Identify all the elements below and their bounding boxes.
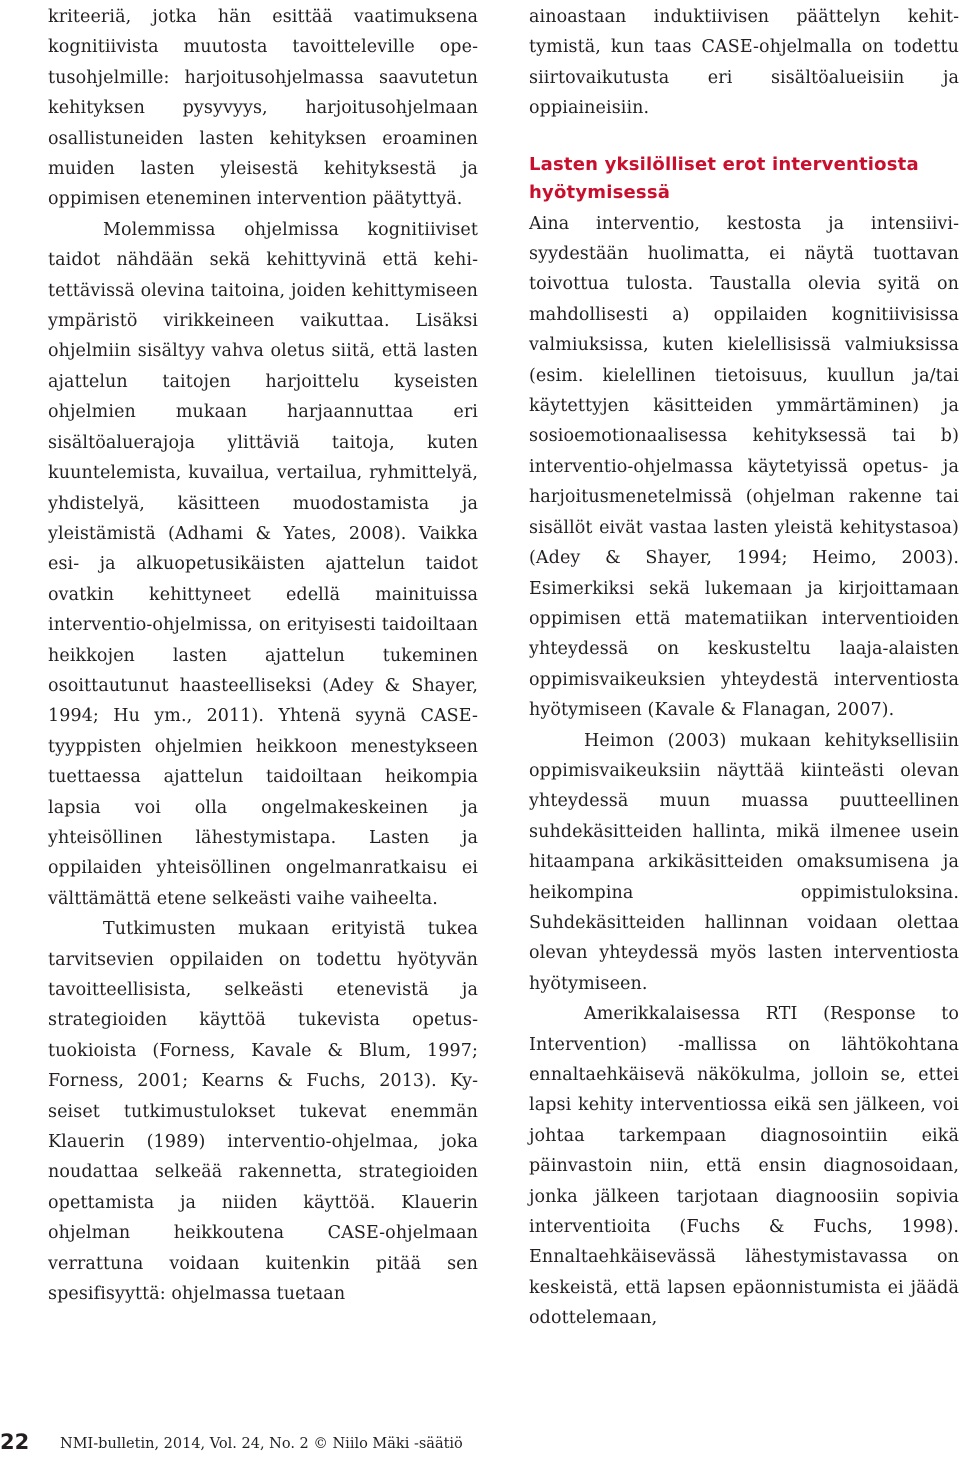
left-column [48,2,478,1309]
page-footer [0,1428,960,1468]
section-spacer [529,124,959,151]
page-number: 22 [0,1430,30,1454]
paragraph-heimo: Heimon (2003) mukaan kehityksellisiin oppimisvaikeuksiin näyttää kiinteästi olevan yhteydessä muun muassa puutteellinen suhdekäsitteiden hallinta, mikä ilmenee usein hitaampana arkikäsitteiden omaksumisena ja heikompina oppimistuloksina. Suhdekäsitteiden hallinnan voidaan olettaa olevan yhteydessä myös lasten interventiosta hyötymiseen. [529,730,959,994]
journal-citation: NMI-bulletin, 2014, Vol. 24, No. 2 © Niilo Mäki -säätiö [60,1436,463,1452]
paragraph-cognitive-skills: Molemmissa ohjelmissa kognitiiviset taidot nähdään sekä kehittyvinä että kehitettävissä olevina taitoina, joiden kehittymiseen ympäristö virikkeineen vaikuttaa. Lisäksi ohjelmiin sisältyy vahva oletus siitä, että lasten ajattelun taitojen harjoittelu kyseisten ohjelmien mukaan harjaannuttaa eri sisältöaluerajoja ylittäviä taitoja, kuten kuuntelemista, kuvailua, vertailua, ryhmittelyä, yhdistelyä, käsitteen muodostamista ja yleistämistä (Adhami & Yates, 2008). Vaikka esi- ja alkuopetusikäisten ajattelun taidot ovatkin kehittyneet edellä mainituissa interventio-ohjelmissa, on erityisesti taidoiltaan heikkojen lasten ajattelun tukeminen osoittautunut haasteelliseksi (Adey & Shayer, 1994; Hu ym., 2011). Yhtenä syynä CASE-tyyppisten ohjelmien heikkoon menestykseen tuettaessa ajattelun taidoiltaan heikompia lapsia voi olla ongelmakeskeinen ja yhteisöllinen lähestymistapa. Lasten ja oppilaiden yhteisöllinen ongelmanratkaisu ei välttämättä etene selkeästi vaihe vaiheelta. [48,219,478,909]
paragraph-continued: kriteeriä, jotka hän esittää vaatimuksena kognitiivista muutosta tavoitteleville opetusohjelmille: harjoitusohjelmassa saavutetun kehityksen pysyvyys, harjoitusohjelmaan osallistuneiden lasten kehityksen eroaminen muiden lasten yleisestä kehityksestä ja oppimisen eteneminen intervention päätyttyä. [48,7,478,210]
paragraph-case-transfer: ainoastaan induktiivisen päättelyn kehittymistä, kun taas CASE-ohjelmalla on todettu siirtovaikutusta eri sisältöalueisiin ja oppiaineisiin. [529,7,959,119]
section-heading: Lasten yksilölliset erot interventiosta hyötymisessä [529,153,919,203]
right-column [529,2,959,1334]
paragraph-individual-differences: Aina interventio, kestosta ja intensiivisyydestään huolimatta, ei näytä tuottavan toivottua tulosta. Taustalla olevia syitä on mahdollisesti a) oppilaiden kognitiivisissa valmiuksissa, kuten kielellisissä valmiuksissa (esim. kielellinen tietoisuus, kuullun ja/tai käytettyjen käsitteiden ymmärtäminen) ja sosioemotionaalisessa kehityksessä tai b) interventio-ohjelmassa käytetyissä opetus- ja harjoitusmenetelmissä (ohjelman rakenne tai sisällöt eivät vastaa lasten yleistä kehitystasoa) (Adey & Shayer, 1994; Heimo, 2003). Esimerkiksi sekä lukemaan ja kirjoittamaan oppimisen että matematiikan interventioiden yhteydessä on keskusteltu laaja-alaisten oppimisvaikeuksien yhteydestä interventiosta hyötymiseen (Kavale & Flanagan, 2007). [529,213,959,721]
paragraph-research-support: Tutkimusten mukaan erityistä tukea tarvitsevien oppilaiden on todettu hyötyvän tavoitteellisista, selkeästi etenevistä ja strategioiden käyttöä tukevista opetustuokioista (Forness, Kavale & Blum, 1997; Forness, 2001; Kearns & Fuchs, 2013). Kyseiset tutkimustulokset tukevat enemmän Klauerin (1989) interventio-ohjelmaa, joka noudattaa selkeää rakennetta, strategioiden opettamista ja niiden käyttöä. Klauerin ohjelman heikkoutena CASE-ohjelmaan verrattuna voidaan kuitenkin pitää sen spesifisyyttä: ohjelmassa tuetaan [48,919,478,1305]
paragraph-rti-model: Amerikkalaisessa RTI (Response to Intervention) -mallissa on lähtökohtana ennaltaehkäisevä näkökulma, jolloin se, ettei lapsi kehity interventiossa eikä sen jälkeen, voi johtaa tarkempaan diagnosointiin eikä päinvastoin niin, että ensin diagnosoidaan, jonka jälkeen tarjotaan diagnoosiin sopivia interventioita (Fuchs & Fuchs, 1998). Ennaltaehkäisevässä lähestymistavassa on keskeistä, että lapsen epäonnistumista ei jäädä odottelemaan, [529,1004,959,1329]
